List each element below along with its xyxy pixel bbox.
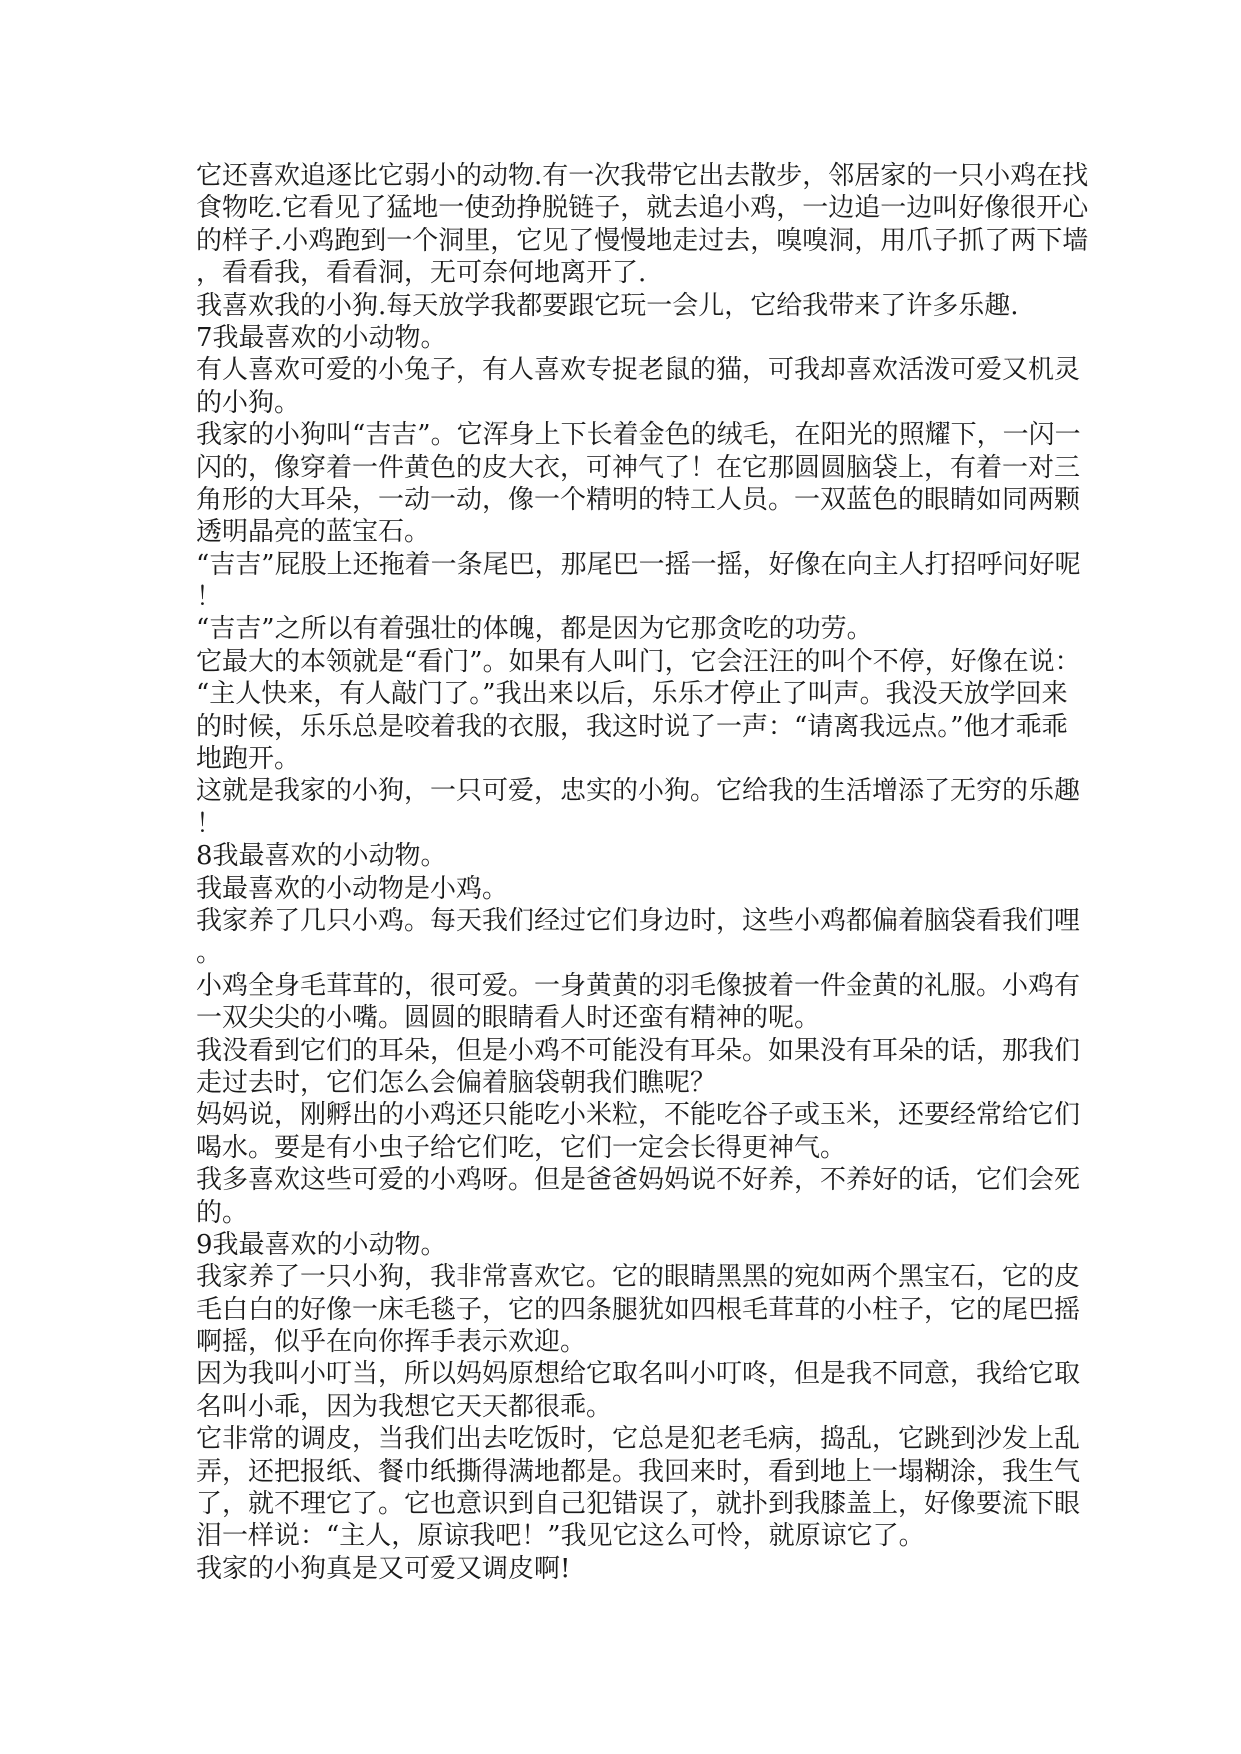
text-line: 喝水。要是有小虫子给它们吃，它们一定会长得更神气。 [196, 1132, 847, 1163]
text-line: 角形的大耳朵，一动一动，像一个精明的特工人员。一双蓝色的眼睛如同两颗 [196, 484, 1081, 515]
text-line: 因为我叫小叮当，所以妈妈原想给它取名叫小叮咚，但是我不同意，我给它取 [196, 1359, 1081, 1390]
text-line: 我家养了几只小鸡。每天我们经过它们身边时，这些小鸡都偏着脑袋看我们哩 [196, 905, 1081, 936]
section-heading: 9我最喜欢的小动物。 [196, 1229, 447, 1260]
text-line: 我家养了一只小狗，我非常喜欢它。它的眼睛黑黑的宛如两个黑宝石，它的皮 [196, 1262, 1081, 1293]
text-line: 的。 [196, 1197, 249, 1228]
text-line: 我家的小狗叫“吉吉”。它浑身上下长着金色的绒毛，在阳光的照耀下，一闪一 [196, 420, 1081, 451]
text-line: 它还喜欢追逐比它弱小的动物.有一次我带它出去散步，邻居家的一只小鸡在找 [196, 161, 1089, 191]
text-line: 我家的小狗真是又可爱又调皮啊! [196, 1553, 571, 1584]
text-line: ！ [196, 808, 223, 839]
text-line: 了，就不理它了。它也意识到自己犯错误了，就扑到我膝盖上，好像要流下眼 [196, 1489, 1081, 1520]
text-line: “主人快来，有人敲门了。”我出来以后，乐乐才停止了叫声。我没天放学回来 [196, 679, 1068, 710]
text-line: 的样子.小鸡跑到一个洞里，它见了慢慢地走过去，嗅嗅洞，用爪子抓了两下墙 [196, 225, 1089, 256]
text-line: 食物吃.它看见了猛地一使劲挣脱链子，就去追小鸡，一边追一边叫好像很开心 [196, 193, 1089, 224]
text-line: 地跑开。 [196, 744, 301, 775]
section-heading: 7我最喜欢的小动物。 [196, 322, 447, 353]
text-line: 毛白白的好像一床毛毯子，它的四条腿犹如四根毛茸茸的小柱子，它的尾巴摇 [196, 1294, 1081, 1325]
text-line: 的时候，乐乐总是咬着我的衣服，我这时说了一声：“请离我远点。”他才乖乖 [196, 711, 1068, 742]
document-body [196, 160, 1089, 1585]
section-heading: 8我最喜欢的小动物。 [196, 841, 447, 872]
text-line: 妈妈说，刚孵出的小鸡还只能吃小米粒，不能吃谷子或玉米，还要经常给它们 [196, 1100, 1081, 1131]
text-line: “吉吉”屁股上还拖着一条尾巴，那尾巴一摇一摇，好像在向主人打招呼问好呢 [196, 549, 1081, 580]
text-line: 这就是我家的小狗，一只可爱，忠实的小狗。它给我的生活增添了无穷的乐趣 [196, 776, 1081, 807]
text-line: 闪的，像穿着一件黄色的皮大衣，可神气了！在它那圆圆脑袋上，有着一对三 [196, 452, 1081, 483]
text-line: ！ [196, 582, 223, 613]
text-line: 。 [196, 938, 223, 969]
text-line: 有人喜欢可爱的小兔子，有人喜欢专捉老鼠的猫，可我却喜欢活泼可爱又机灵 [196, 355, 1081, 386]
text-line: 透明晶亮的蓝宝石。 [196, 517, 431, 548]
text-line: 它最大的本领就是“看门”。如果有人叫门，它会汪汪的叫个不停，好像在说： [196, 646, 1081, 677]
text-line: 一双尖尖的小嘴。圆圆的眼睛看人时还蛮有精神的呢。 [196, 1003, 821, 1034]
text-line: 弄，还把报纸、餐巾纸撕得满地都是。我回来时，看到地上一塌糊涂，我生气 [196, 1456, 1081, 1487]
text-line: 名叫小乖，因为我想它天天都很乖。 [196, 1391, 613, 1422]
text-line: 啊摇，似乎在向你挥手表示欢迎。 [196, 1327, 587, 1358]
text-line: 我最喜欢的小动物是小鸡。 [196, 873, 509, 904]
text-line: 走过去时，它们怎么会偏着脑袋朝我们瞧呢？ [196, 1067, 717, 1098]
text-line: “吉吉”之所以有着强壮的体魄，都是因为它那贪吃的功劳。 [196, 614, 873, 645]
text-line: 我多喜欢这些可爱的小鸡呀。但是爸爸妈妈说不好养，不养好的话，它们会死 [196, 1165, 1081, 1196]
text-line: ，看看我，看看洞，无可奈何地离开了. [196, 258, 647, 289]
text-line: 的小狗。 [196, 387, 301, 418]
text-line: 泪一样说：“主人，原谅我吧！”我见它这么可怜，就原谅它了。 [196, 1521, 925, 1552]
text-line: 小鸡全身毛茸茸的，很可爱。一身黄黄的羽毛像披着一件金黄的礼服。小鸡有 [196, 970, 1081, 1001]
text-line: 我没看到它们的耳朵，但是小鸡不可能没有耳朵。如果没有耳朵的话，那我们 [196, 1035, 1081, 1066]
text-line: 我喜欢我的小狗.每天放学我都要跟它玩一会儿，它给我带来了许多乐趣. [196, 290, 1019, 321]
text-line: 它非常的调皮，当我们出去吃饭时，它总是犯老毛病，捣乱，它跳到沙发上乱 [196, 1424, 1081, 1455]
